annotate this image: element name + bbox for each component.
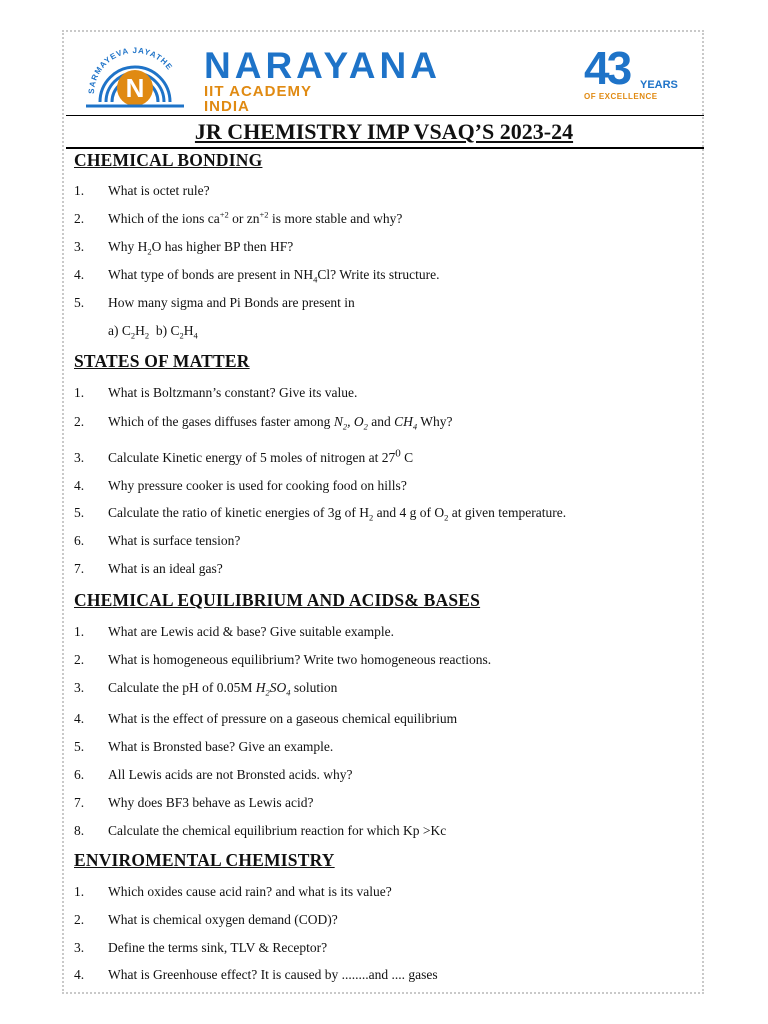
- question-item: 1. What is octet rule?: [74, 183, 210, 198]
- question-item: 2. Which of the gases diffuses faster among $N_2$, $O_2$ and $CH_4$ Why?: [74, 414, 453, 432]
- question-item: 4. What is Greenhouse effect? It is caused by ........and .... gases: [74, 967, 438, 982]
- question-item: 2. What is homogeneous equilibrium? Write two homogeneous reactions.: [74, 652, 492, 667]
- question-item: 2. Which of the ions $ca^{+2}$ or $zn^{+2}$ is more stable and why?: [74, 209, 403, 226]
- section-heading: CHEMICAL EQUILIBRIUM AND ACIDS& BASES: [74, 590, 481, 610]
- question-item: 7. What is an ideal gas?: [74, 561, 223, 576]
- question-item: 4. What is the effect of pressure on a gaseous chemical equilibrium: [74, 711, 458, 726]
- question-item: 8. Calculate the chemical equilibrium reaction for which Kp >Kc: [74, 823, 447, 838]
- question-item: 5. How many sigma and Pi Bonds are present in: [74, 295, 355, 310]
- question-sub-item: a) $C_2H_2$ b) $C_2H_4$: [108, 323, 198, 341]
- title-divider: [66, 147, 704, 149]
- question-item: 1. What are Lewis acid & base? Give suitable example.: [74, 624, 395, 639]
- section-heading: CHEMICAL BONDING: [74, 150, 263, 170]
- page-title: JR CHEMISTRY IMP VSAQ’S 2023-24: [194, 119, 574, 144]
- question-item: 3. Define the terms sink, TLV & Receptor?: [74, 940, 328, 955]
- section-heading: ENVIROMENTAL CHEMISTRY: [74, 850, 335, 870]
- svg-text:43: 43: [584, 42, 630, 94]
- svg-text:N: N: [125, 73, 145, 103]
- question-item: 5. Calculate the ratio of kinetic energies of 3g of $H_2$ and 4 g of $O_2$ at given temperature.: [74, 505, 567, 523]
- header-divider: [66, 115, 704, 116]
- question-item: 2. What is chemical oxygen demand (COD)?: [74, 912, 338, 927]
- brand-name: NARAYANA: [204, 45, 441, 86]
- question-item: 4. What type of bonds are present in $NH_4Cl$? Write its structure.: [74, 267, 440, 285]
- narayana-seal-logo: [80, 42, 190, 112]
- question-item: 3. Why $H_2O$ has higher BP then HF?: [74, 239, 294, 257]
- svg-text:SARMAYEVA JAYATHE: SARMAYEVA JAYATHE: [86, 45, 175, 95]
- brand-line-1: IIT ACADEMY: [204, 83, 312, 100]
- excellence-label: OF EXCELLENCE: [584, 92, 658, 101]
- question-item: 6. What is surface tension?: [74, 533, 241, 548]
- question-item: 1. Which oxides cause acid rain? and what is its value?: [74, 884, 392, 899]
- section-heading: STATES OF MATTER: [74, 351, 250, 371]
- question-item: 3. Calculate Kinetic energy of 5 moles of nitrogen at $27^0$ C: [74, 447, 414, 465]
- question-item: 6. All Lewis acids are not Bronsted acids. why?: [74, 767, 353, 782]
- question-item: 5. What is Bronsted base? Give an example.: [74, 739, 334, 754]
- years-label: YEARS: [640, 79, 678, 91]
- question-item: 7. Why does BF3 behave as Lewis acid?: [74, 795, 314, 810]
- question-item: 3. Calculate the pH of 0.05M $H_2SO_4$ solution: [74, 680, 338, 698]
- page-header: [64, 32, 704, 116]
- question-item: 1. What is Boltzmann’s constant? Give its value.: [74, 385, 358, 400]
- question-item: 4. Why pressure cooker is used for cooking food on hills?: [74, 478, 407, 493]
- brand-subtitle: [204, 84, 312, 114]
- brand-line-2: INDIA: [204, 98, 250, 115]
